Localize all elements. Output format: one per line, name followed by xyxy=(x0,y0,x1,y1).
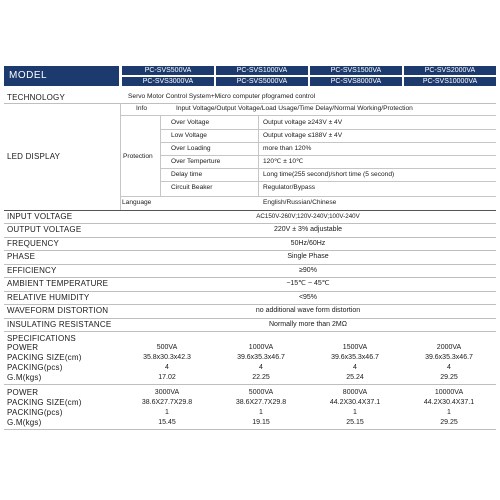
spec-label: WAVEFORM DISTORTION xyxy=(7,306,109,315)
protection-item-name: Circuit Beaker xyxy=(171,184,213,191)
spec-value: ≥90% xyxy=(299,267,317,274)
technology-value: Servo Motor Control System+Micro computer pfogramed control xyxy=(128,93,316,100)
row-divider xyxy=(160,142,496,143)
protection-item-value: Output voltage ≤188V ± 4V xyxy=(263,132,343,139)
protection-item-value: Output voltage ≥243V ± 4V xyxy=(263,119,343,126)
info-label: Info xyxy=(136,105,147,112)
protection-item-name: Delay time xyxy=(171,171,203,178)
specifications-heading: SPECIFICATIONS xyxy=(7,334,76,343)
power-value: 5000VA xyxy=(248,389,274,396)
packing-pcs-value: 4 xyxy=(447,364,451,371)
spec-label: FREQUENCY xyxy=(7,239,60,248)
packing-pcs-label: PACKING(pcs) xyxy=(7,408,63,417)
packing-pcs-value: 1 xyxy=(259,409,263,416)
protection-item-name: Low Voltage xyxy=(171,132,207,139)
packing-size-value: 39.6x35.3x46.7 xyxy=(331,354,379,361)
power-value: 1500VA xyxy=(342,344,368,351)
spec-value: no additional wave form distortion xyxy=(255,307,361,314)
gm-value: 25.15 xyxy=(346,419,364,426)
row-divider xyxy=(160,168,496,169)
protection-item-name: Over Voltage xyxy=(171,119,210,126)
protection-item-value: Long time(255 second)/short time (5 second) xyxy=(263,171,395,178)
spec-value: −15℃ ~ 45℃ xyxy=(286,280,330,287)
model-cell: PC-SVS500VA xyxy=(122,66,214,75)
row-divider xyxy=(160,129,496,130)
power-value: 2000VA xyxy=(436,344,462,351)
packing-pcs-value: 1 xyxy=(447,409,451,416)
model-cell: PC-SVS3000VA xyxy=(122,77,214,86)
model-cell: PC-SVS1000VA xyxy=(216,66,308,75)
row-divider xyxy=(160,155,496,156)
packing-pcs-value: 1 xyxy=(353,409,357,416)
gm-value: 17.02 xyxy=(158,374,176,381)
protection-item-value: 120℃ ± 10℃ xyxy=(263,158,304,165)
packing-pcs-label: PACKING(pcs) xyxy=(7,363,63,372)
column-divider xyxy=(120,103,121,210)
packing-size-value: 38.6X27.7X29.8 xyxy=(235,399,287,406)
row-divider xyxy=(4,429,496,430)
power-value: 1000VA xyxy=(248,344,274,351)
model-cell: PC-SVS5000VA xyxy=(216,77,308,86)
spec-value: <95% xyxy=(298,294,318,301)
led-display-label: LED DISPLAY xyxy=(7,152,61,161)
packing-size-value: 44.2X30.4X37.1 xyxy=(423,399,475,406)
row-divider xyxy=(160,181,496,182)
info-value: Input Voltage/Output Voltage/Load Usage/Time Delay/Normal Working/Protection xyxy=(176,105,413,112)
packing-pcs-value: 4 xyxy=(165,364,169,371)
gm-value: 22.25 xyxy=(252,374,270,381)
spec-label: EFFICIENCY xyxy=(7,266,57,275)
packing-size-value: 38.6X27.7X29.8 xyxy=(141,399,193,406)
gm-label: G.M(kgs) xyxy=(7,373,42,382)
power-label: POWER xyxy=(7,343,39,352)
power-label: POWER xyxy=(7,388,39,397)
packing-size-label: PACKING SIZE(cm) xyxy=(7,353,82,362)
spec-label: PHASE xyxy=(7,252,36,261)
gm-value: 29.25 xyxy=(440,374,458,381)
packing-size-value: 39.6x35.3x46.7 xyxy=(425,354,473,361)
model-header-label: MODEL xyxy=(4,66,119,86)
spec-value: Normally more than 2MΩ xyxy=(269,321,347,328)
spec-label: INPUT VOLTAGE xyxy=(7,212,73,221)
packing-size-label: PACKING SIZE(cm) xyxy=(7,398,82,407)
protection-label: Protection xyxy=(123,153,153,160)
spec-value: Single Phase xyxy=(287,253,329,260)
packing-pcs-value: 1 xyxy=(165,409,169,416)
packing-pcs-value: 4 xyxy=(353,364,357,371)
spec-label: OUTPUT VOLTAGE xyxy=(7,225,82,234)
gm-value: 15.45 xyxy=(158,419,176,426)
gm-value: 19.15 xyxy=(252,419,270,426)
model-cell: PC-SVS8000VA xyxy=(310,77,402,86)
gm-value: 25.24 xyxy=(346,374,364,381)
row-divider xyxy=(120,196,496,197)
spec-value: AC150V-260V;120V-240V;100V-240V xyxy=(256,213,360,220)
protection-item-name: Over Temperture xyxy=(171,158,221,165)
model-cell: PC-SVS10000VA xyxy=(404,77,496,86)
spec-value: 220V ± 3% adjustable xyxy=(273,226,343,233)
spec-label: AMBIENT TEMPERATURE xyxy=(7,279,109,288)
spec-label: RELATIVE HUMIDITY xyxy=(7,293,90,302)
power-value: 8000VA xyxy=(342,389,368,396)
protection-item-name: Over Loading xyxy=(171,145,211,152)
power-value: 3000VA xyxy=(154,389,180,396)
technology-label: TECHNOLOGY xyxy=(7,93,66,102)
power-value: 500VA xyxy=(156,344,178,351)
row-divider xyxy=(120,115,496,116)
protection-item-value: Regulator/Bypass xyxy=(263,184,316,191)
model-cell: PC-SVS1500VA xyxy=(310,66,402,75)
spec-value: 50Hz/60Hz xyxy=(290,240,326,247)
model-cell: PC-SVS2000VA xyxy=(404,66,496,75)
language-value: English/Russian/Chinese xyxy=(263,199,337,206)
power-value: 10000VA xyxy=(434,389,464,396)
packing-size-value: 39.6x35.3x46.7 xyxy=(237,354,285,361)
packing-pcs-value: 4 xyxy=(259,364,263,371)
packing-size-value: 35.8x30.3x42.3 xyxy=(143,354,191,361)
spec-label: INSULATING RESISTANCE xyxy=(7,320,112,329)
row-divider xyxy=(4,384,496,385)
protection-item-value: more than 120% xyxy=(263,145,312,152)
language-label: Language xyxy=(122,199,152,206)
packing-size-value: 44.2X30.4X37.1 xyxy=(329,399,381,406)
gm-label: G.M(kgs) xyxy=(7,418,42,427)
gm-value: 29.25 xyxy=(440,419,458,426)
row-divider xyxy=(4,331,496,332)
